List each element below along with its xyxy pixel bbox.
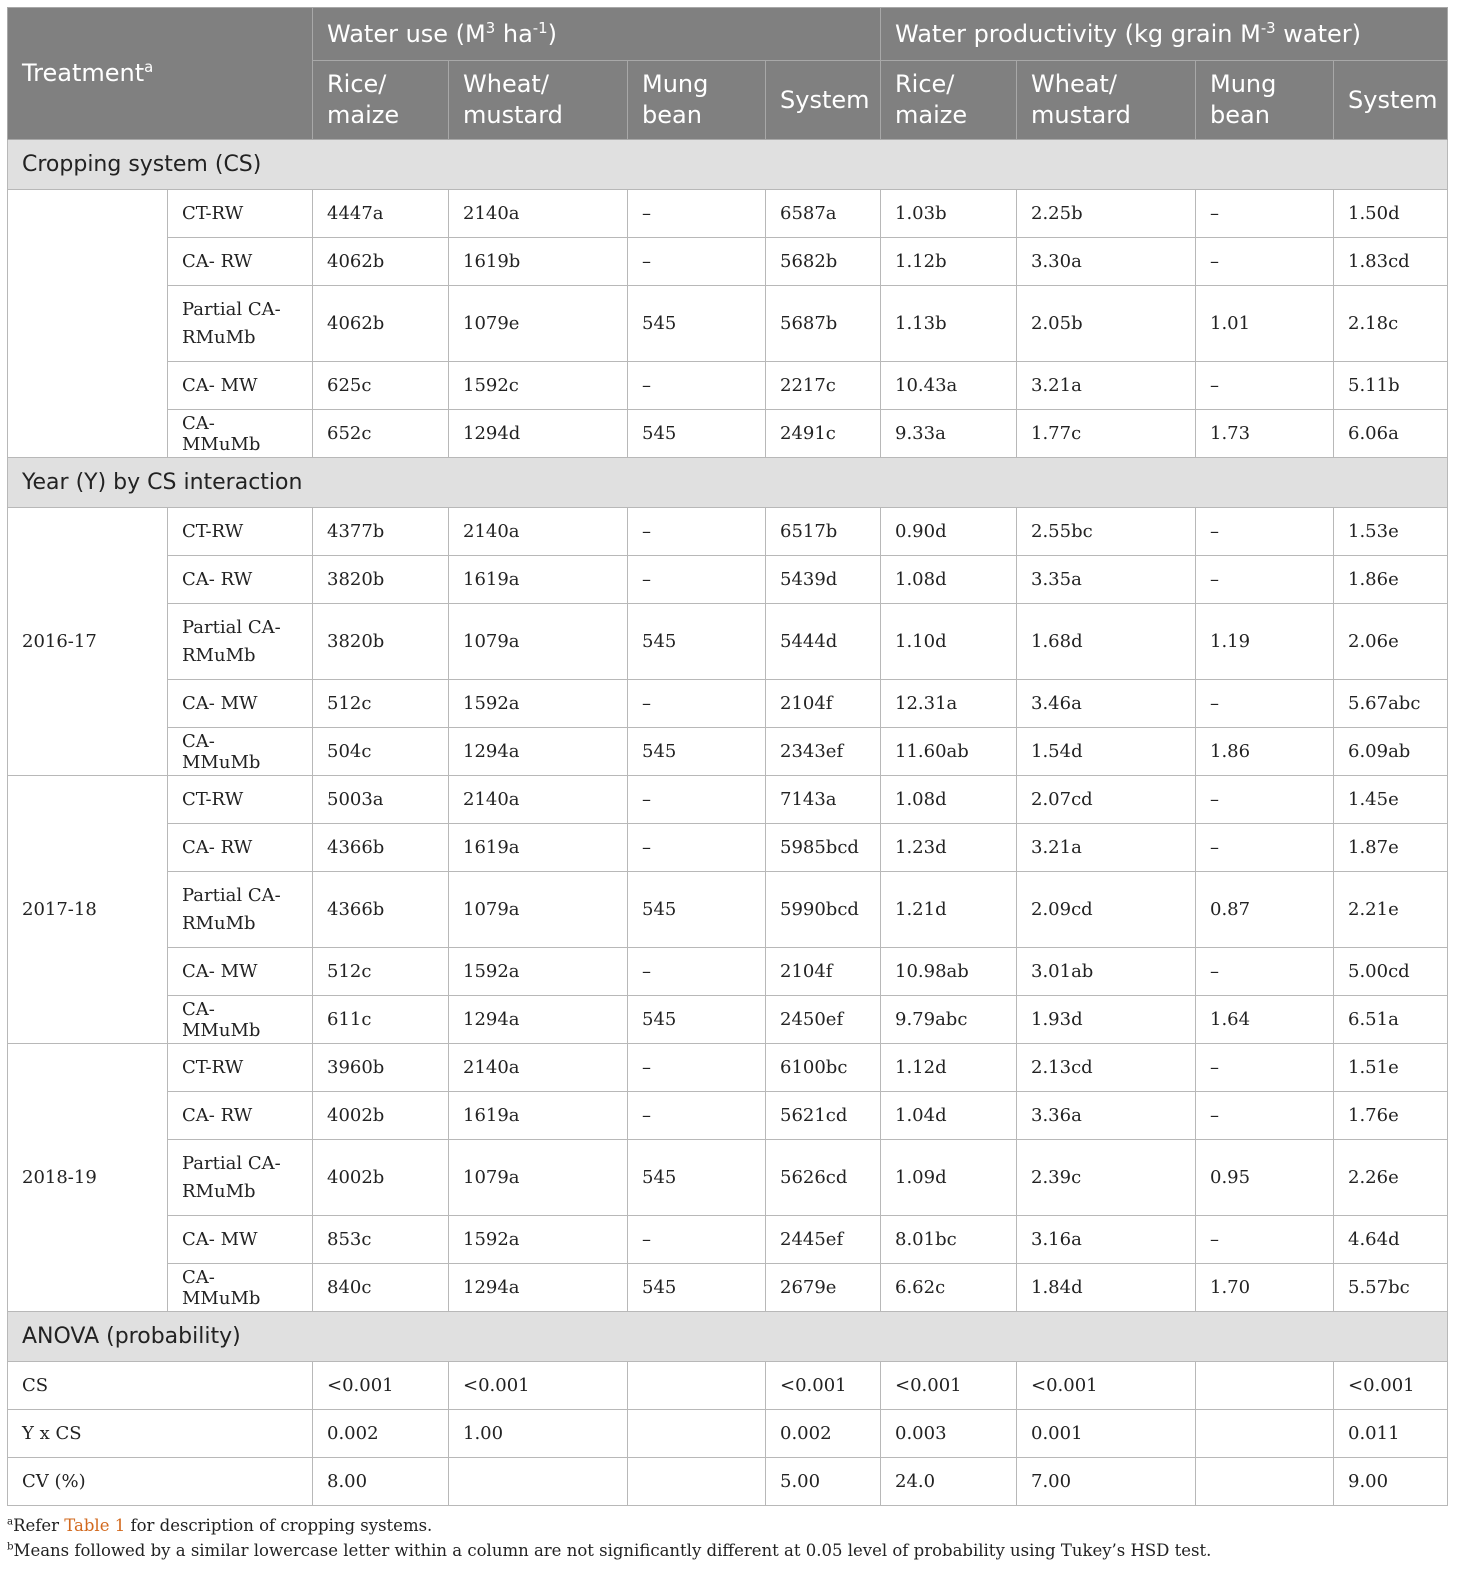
value-cell: 2491c: [766, 410, 881, 458]
value-cell: 6.51a: [1334, 996, 1448, 1044]
treatment-header: Treatment$^a$: [8, 8, 313, 140]
value-cell: 611c: [313, 996, 449, 1044]
value-cell: 5682b: [766, 238, 881, 286]
section-header-row: [8, 140, 1448, 190]
column-header-line2: maize: [327, 101, 400, 129]
value-cell: 12.31a: [881, 680, 1017, 728]
value-cell: 3.46a: [1017, 680, 1196, 728]
value-cell: [628, 1362, 766, 1410]
column-header-line2: bean: [1210, 101, 1270, 129]
value-cell: 2140a: [449, 190, 628, 238]
year-label: 2017-18: [8, 776, 168, 1044]
treatment-label-line2: RMuMb: [182, 326, 256, 348]
value-cell: 1.19: [1196, 604, 1334, 680]
value-cell: [1196, 1410, 1334, 1458]
value-cell: –: [1196, 508, 1334, 556]
value-cell: 2.26e: [1334, 1140, 1448, 1216]
treatment-label-line1: Partial CA-: [182, 298, 281, 320]
value-cell: 5.00: [766, 1458, 881, 1506]
value-cell: 2.05b: [1017, 286, 1196, 362]
value-cell: 2.07cd: [1017, 776, 1196, 824]
treatment-label: [168, 728, 313, 776]
column-header: [1196, 61, 1334, 140]
value-cell: –: [1196, 190, 1334, 238]
column-header-line2: mustard: [463, 101, 563, 129]
value-cell: 5444d: [766, 604, 881, 680]
value-cell: 6517b: [766, 508, 881, 556]
treatment-label-line2: RMuMb: [182, 644, 256, 666]
treatment-label-line1: CA- RW: [182, 251, 253, 272]
treatment-label: [168, 410, 313, 458]
value-cell: 5.67abc: [1334, 680, 1448, 728]
value-cell: 2140a: [449, 776, 628, 824]
value-cell: [449, 1458, 628, 1506]
value-cell: –: [1196, 776, 1334, 824]
column-header-line1: Wheat/: [1031, 70, 1117, 98]
value-cell: 0.95: [1196, 1140, 1334, 1216]
section-title: Cropping system (CS): [8, 140, 1448, 190]
column-header: [881, 61, 1017, 140]
value-cell: 6.06a: [1334, 410, 1448, 458]
value-cell: 1294a: [449, 728, 628, 776]
treatment-label: [168, 996, 313, 1044]
value-cell: 1.77c: [1017, 410, 1196, 458]
value-cell: 3.16a: [1017, 1216, 1196, 1264]
column-header-line1: Mung: [1210, 70, 1277, 98]
treatment-label: [168, 1092, 313, 1140]
treatment-label-line1: Partial CA-: [182, 616, 281, 638]
value-cell: 4366b: [313, 872, 449, 948]
value-cell: 0.002: [313, 1410, 449, 1458]
value-cell: 1.10d: [881, 604, 1017, 680]
treatment-label-line1: CA- MMuMb: [182, 412, 261, 455]
value-cell: 1079a: [449, 604, 628, 680]
value-cell: 652c: [313, 410, 449, 458]
value-cell: 1294a: [449, 996, 628, 1044]
value-cell: –: [628, 824, 766, 872]
value-cell: 545: [628, 872, 766, 948]
column-header-line2: bean: [642, 101, 702, 129]
value-cell: 1.12d: [881, 1044, 1017, 1092]
value-cell: 1.93d: [1017, 996, 1196, 1044]
treatment-label: [168, 776, 313, 824]
footnote-a: $^a$Refer Table 1 for description of cropping systems.: [7, 1516, 433, 1535]
table-row: [8, 1092, 1448, 1140]
value-cell: 1592c: [449, 362, 628, 410]
value-cell: 1.45e: [1334, 776, 1448, 824]
table-row: [8, 190, 1448, 238]
value-cell: 545: [628, 1264, 766, 1312]
treatment-label-line1: CA- MMuMb: [182, 998, 261, 1041]
value-cell: 4062b: [313, 286, 449, 362]
treatment-label-line1: CA- MW: [182, 961, 258, 982]
value-cell: –: [1196, 824, 1334, 872]
value-cell: 3.36a: [1017, 1092, 1196, 1140]
footnote-b: $^b$Means followed by a similar lowercase letter within a column are not significantly different at 0.05 level of probability using Tukey’s HSD test.: [7, 1541, 1212, 1560]
treatment-label: [168, 680, 313, 728]
value-cell: 625c: [313, 362, 449, 410]
value-cell: 2679e: [766, 1264, 881, 1312]
value-cell: 10.43a: [881, 362, 1017, 410]
value-cell: 1592a: [449, 680, 628, 728]
value-cell: 2140a: [449, 508, 628, 556]
value-cell: 2.39c: [1017, 1140, 1196, 1216]
value-cell: 512c: [313, 948, 449, 996]
value-cell: 2.55bc: [1017, 508, 1196, 556]
treatment-label-line1: CT-RW: [182, 203, 244, 224]
treatment-label-line1: CA- MMuMb: [182, 1266, 261, 1309]
value-cell: 4002b: [313, 1092, 449, 1140]
column-header-line1: Wheat/: [463, 70, 549, 98]
value-cell: 545: [628, 604, 766, 680]
value-cell: 2217c: [766, 362, 881, 410]
value-cell: 4062b: [313, 238, 449, 286]
value-cell: 4002b: [313, 1140, 449, 1216]
value-cell: 6.09ab: [1334, 728, 1448, 776]
column-header: [1017, 61, 1196, 140]
treatment-label: [168, 238, 313, 286]
table-row: [8, 996, 1448, 1044]
column-header: [766, 61, 881, 140]
value-cell: 0.90d: [881, 508, 1017, 556]
value-cell: 1.00: [449, 1410, 628, 1458]
table-row: [8, 1216, 1448, 1264]
value-cell: –: [628, 238, 766, 286]
value-cell: –: [1196, 362, 1334, 410]
table-row: [8, 1044, 1448, 1092]
value-cell: 3.35a: [1017, 556, 1196, 604]
value-cell: [1196, 1458, 1334, 1506]
value-cell: 5003a: [313, 776, 449, 824]
value-cell: <0.001: [766, 1362, 881, 1410]
value-cell: 6587a: [766, 190, 881, 238]
value-cell: 2104f: [766, 948, 881, 996]
table-row: [8, 1140, 1448, 1216]
value-cell: 1.08d: [881, 556, 1017, 604]
column-header-line1: System: [780, 85, 870, 114]
value-cell: 4.64d: [1334, 1216, 1448, 1264]
column-header-line2: maize: [895, 101, 968, 129]
table-row: [8, 286, 1448, 362]
value-cell: 1079e: [449, 286, 628, 362]
value-cell: 545: [628, 286, 766, 362]
value-cell: 3.01ab: [1017, 948, 1196, 996]
value-cell: 5.11b: [1334, 362, 1448, 410]
data-table: [7, 7, 1448, 1506]
value-cell: 545: [628, 728, 766, 776]
value-cell: 1.50d: [1334, 190, 1448, 238]
value-cell: 1.87e: [1334, 824, 1448, 872]
value-cell: 2104f: [766, 680, 881, 728]
value-cell: 1.04d: [881, 1092, 1017, 1140]
section-header-row: [8, 458, 1448, 508]
year-label: 2016-17: [8, 508, 168, 776]
section-title: ANOVA (probability): [8, 1312, 1448, 1362]
table-row: [8, 872, 1448, 948]
column-header-line1: System: [1348, 85, 1438, 114]
table-row: [8, 1264, 1448, 1312]
value-cell: 1.13b: [881, 286, 1017, 362]
value-cell: –: [1196, 1044, 1334, 1092]
column-header: [628, 61, 766, 140]
value-cell: 9.33a: [881, 410, 1017, 458]
value-cell: 1.68d: [1017, 604, 1196, 680]
table-row: [8, 1410, 1448, 1458]
value-cell: 9.79abc: [881, 996, 1017, 1044]
table-row: [8, 508, 1448, 556]
value-cell: 5621cd: [766, 1092, 881, 1140]
table-row: [8, 1458, 1448, 1506]
value-cell: 1.08d: [881, 776, 1017, 824]
treatment-label-line1: CA- MW: [182, 693, 258, 714]
footnotes: [7, 1513, 1447, 1563]
table-1-link[interactable]: Table 1: [64, 1516, 126, 1535]
anova-label: Y x CS: [8, 1410, 313, 1458]
value-cell: 0.001: [1017, 1410, 1196, 1458]
value-cell: 1.84d: [1017, 1264, 1196, 1312]
value-cell: <0.001: [313, 1362, 449, 1410]
value-cell: 24.0: [881, 1458, 1017, 1506]
section-title: Year (Y) by CS interaction: [8, 458, 1448, 508]
value-cell: 2450ef: [766, 996, 881, 1044]
value-cell: 512c: [313, 680, 449, 728]
treatment-label: [168, 556, 313, 604]
value-cell: 7.00: [1017, 1458, 1196, 1506]
value-cell: 1.83cd: [1334, 238, 1448, 286]
value-cell: 3.30a: [1017, 238, 1196, 286]
treatment-label: [168, 1044, 313, 1092]
value-cell: <0.001: [449, 1362, 628, 1410]
value-cell: 0.002: [766, 1410, 881, 1458]
anova-label: CV (%): [8, 1458, 313, 1506]
value-cell: 2.06e: [1334, 604, 1448, 680]
value-cell: 0.011: [1334, 1410, 1448, 1458]
value-cell: 1619b: [449, 238, 628, 286]
value-cell: 1619a: [449, 556, 628, 604]
value-cell: 2343ef: [766, 728, 881, 776]
value-cell: <0.001: [1334, 1362, 1448, 1410]
treatment-label: [168, 362, 313, 410]
table-row: [8, 556, 1448, 604]
value-cell: –: [1196, 556, 1334, 604]
value-cell: 1.21d: [881, 872, 1017, 948]
table-row: [8, 1362, 1448, 1410]
value-cell: 0.003: [881, 1410, 1017, 1458]
value-cell: 1.70: [1196, 1264, 1334, 1312]
value-cell: 1.01: [1196, 286, 1334, 362]
value-cell: 1.03b: [881, 190, 1017, 238]
value-cell: –: [1196, 680, 1334, 728]
treatment-label-line1: CA- RW: [182, 837, 253, 858]
value-cell: 5439d: [766, 556, 881, 604]
value-cell: 2445ef: [766, 1216, 881, 1264]
value-cell: 1.23d: [881, 824, 1017, 872]
value-cell: 6100bc: [766, 1044, 881, 1092]
value-cell: –: [628, 1216, 766, 1264]
column-header: [449, 61, 628, 140]
value-cell: 1.76e: [1334, 1092, 1448, 1140]
value-cell: –: [628, 948, 766, 996]
table-row: [8, 680, 1448, 728]
value-cell: 3.21a: [1017, 362, 1196, 410]
value-cell: 1592a: [449, 1216, 628, 1264]
treatment-label-line1: Partial CA-: [182, 884, 281, 906]
treatment-label: [168, 190, 313, 238]
treatment-label: [168, 286, 313, 362]
value-cell: 2.25b: [1017, 190, 1196, 238]
value-cell: 1.51e: [1334, 1044, 1448, 1092]
treatment-label: [168, 1216, 313, 1264]
value-cell: 4447a: [313, 190, 449, 238]
table-row: [8, 362, 1448, 410]
value-cell: –: [628, 1092, 766, 1140]
value-cell: 5.00cd: [1334, 948, 1448, 996]
value-cell: 0.87: [1196, 872, 1334, 948]
value-cell: 8.00: [313, 1458, 449, 1506]
value-cell: 1.73: [1196, 410, 1334, 458]
column-header: [313, 61, 449, 140]
value-cell: 840c: [313, 1264, 449, 1312]
value-cell: 1619a: [449, 1092, 628, 1140]
value-cell: –: [628, 190, 766, 238]
value-cell: 5687b: [766, 286, 881, 362]
treatment-label-line2: RMuMb: [182, 1180, 256, 1202]
value-cell: 1.09d: [881, 1140, 1017, 1216]
value-cell: 4366b: [313, 824, 449, 872]
value-cell: –: [1196, 948, 1334, 996]
table-row: [8, 728, 1448, 776]
value-cell: –: [628, 362, 766, 410]
value-cell: –: [628, 508, 766, 556]
treatment-label-line1: CA- MW: [182, 375, 258, 396]
value-cell: 2.21e: [1334, 872, 1448, 948]
empty-year-cell: [8, 190, 168, 458]
table-row: [8, 776, 1448, 824]
treatment-label: [168, 948, 313, 996]
value-cell: 1079a: [449, 1140, 628, 1216]
treatment-label: [168, 1264, 313, 1312]
value-cell: 1.86: [1196, 728, 1334, 776]
table-row: [8, 604, 1448, 680]
treatment-label-line1: CA- MMuMb: [182, 730, 261, 773]
value-cell: 3.21a: [1017, 824, 1196, 872]
table-header: [8, 8, 1448, 140]
column-header-line1: Rice/: [895, 70, 955, 98]
table-row: [8, 824, 1448, 872]
treatment-label-line1: CA- MW: [182, 1229, 258, 1250]
value-cell: 1.12b: [881, 238, 1017, 286]
value-cell: 5990bcd: [766, 872, 881, 948]
water-productivity-header: Water productivity (kg grain $M^{-3}$ water): [881, 8, 1448, 61]
value-cell: –: [628, 776, 766, 824]
value-cell: 5626cd: [766, 1140, 881, 1216]
table-row: [8, 238, 1448, 286]
value-cell: 6.62c: [881, 1264, 1017, 1312]
value-cell: 2.13cd: [1017, 1044, 1196, 1092]
value-cell: 5.57bc: [1334, 1264, 1448, 1312]
value-cell: 545: [628, 1140, 766, 1216]
value-cell: –: [628, 556, 766, 604]
treatment-label-line1: CT-RW: [182, 521, 244, 542]
anova-label: CS: [8, 1362, 313, 1410]
table-row: [8, 948, 1448, 996]
value-cell: –: [1196, 1216, 1334, 1264]
treatment-label: [168, 872, 313, 948]
value-cell: 10.98ab: [881, 948, 1017, 996]
value-cell: 545: [628, 996, 766, 1044]
table-body: [8, 140, 1448, 1506]
value-cell: 504c: [313, 728, 449, 776]
value-cell: <0.001: [1017, 1362, 1196, 1410]
value-cell: 2140a: [449, 1044, 628, 1092]
value-cell: 1079a: [449, 872, 628, 948]
value-cell: 1.53e: [1334, 508, 1448, 556]
value-cell: 1592a: [449, 948, 628, 996]
value-cell: 5985bcd: [766, 824, 881, 872]
value-cell: –: [1196, 238, 1334, 286]
column-header-line1: Mung: [642, 70, 709, 98]
value-cell: 3820b: [313, 556, 449, 604]
value-cell: 545: [628, 410, 766, 458]
value-cell: 2.09cd: [1017, 872, 1196, 948]
value-cell: 7143a: [766, 776, 881, 824]
value-cell: 11.60ab: [881, 728, 1017, 776]
treatment-label-line1: CA- RW: [182, 569, 253, 590]
value-cell: –: [1196, 1092, 1334, 1140]
value-cell: [628, 1410, 766, 1458]
treatment-label: [168, 824, 313, 872]
value-cell: –: [628, 1044, 766, 1092]
value-cell: –: [628, 680, 766, 728]
year-label: 2018-19: [8, 1044, 168, 1312]
value-cell: 1.86e: [1334, 556, 1448, 604]
treatment-label-line1: Partial CA-: [182, 1152, 281, 1174]
table-row: [8, 410, 1448, 458]
value-cell: 1.64: [1196, 996, 1334, 1044]
treatment-label: [168, 1140, 313, 1216]
treatment-label-line1: CT-RW: [182, 789, 244, 810]
water-use-header: Water use ($M^3$ $ha^{-1}$): [313, 8, 881, 61]
treatment-label-line1: CT-RW: [182, 1057, 244, 1078]
value-cell: 1294a: [449, 1264, 628, 1312]
treatment-label-line2: RMuMb: [182, 912, 256, 934]
treatment-label: [168, 508, 313, 556]
section-header-row: [8, 1312, 1448, 1362]
value-cell: 1294d: [449, 410, 628, 458]
value-cell: 4377b: [313, 508, 449, 556]
column-header-line1: Rice/: [327, 70, 387, 98]
treatment-label: [168, 604, 313, 680]
value-cell: [628, 1458, 766, 1506]
value-cell: 853c: [313, 1216, 449, 1264]
value-cell: 2.18c: [1334, 286, 1448, 362]
value-cell: 1.54d: [1017, 728, 1196, 776]
value-cell: [1196, 1362, 1334, 1410]
value-cell: 1619a: [449, 824, 628, 872]
value-cell: 8.01bc: [881, 1216, 1017, 1264]
column-header: [1334, 61, 1448, 140]
value-cell: 3820b: [313, 604, 449, 680]
treatment-label-line1: CA- RW: [182, 1105, 253, 1126]
value-cell: <0.001: [881, 1362, 1017, 1410]
value-cell: 3960b: [313, 1044, 449, 1092]
column-header-line2: mustard: [1031, 101, 1131, 129]
value-cell: 9.00: [1334, 1458, 1448, 1506]
